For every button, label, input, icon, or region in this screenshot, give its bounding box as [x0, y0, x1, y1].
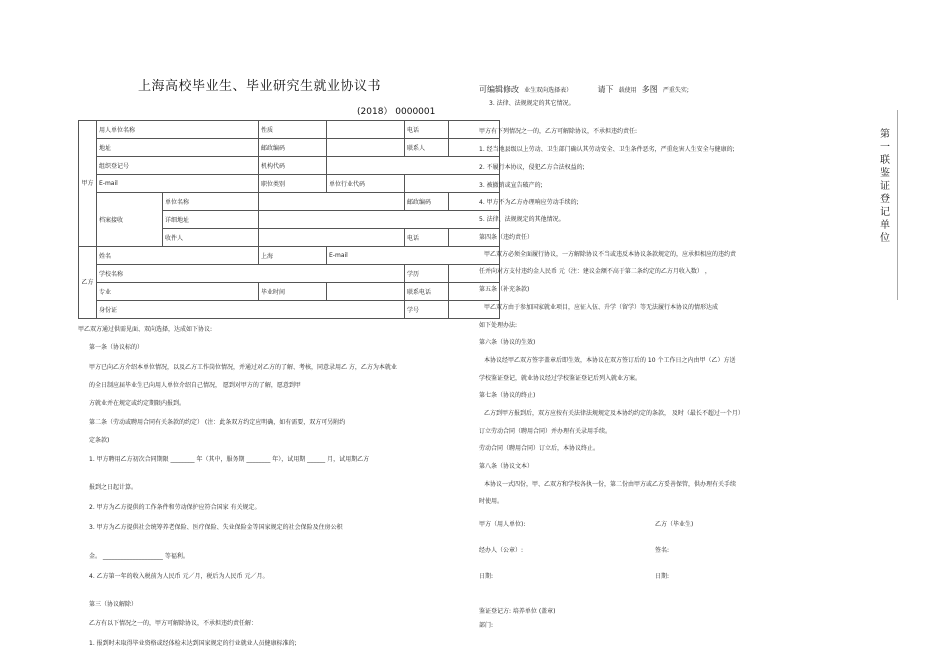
- contact-person-cell: 联系人: [405, 139, 449, 157]
- header-main-3: 多图: [641, 85, 658, 94]
- right-line-21: 本协议一式四份，甲、乙双方和学校各执一份，第二份由甲方或乙方妥善保管，供办理有关手续: [484, 481, 737, 488]
- industry-code-cell: 单位行业代码: [327, 175, 405, 193]
- job-category-cell: 职位类别: [259, 175, 327, 193]
- use-time-text: 时使用。: [479, 498, 504, 505]
- left-line-7: 1. 甲方聘用乙方初次合同期限 ________ 年（其中，服务期 ________ 年），试用期 ______ 月，试用期乙方: [89, 456, 370, 463]
- article-6-heading: 第六条（协议的生效): [479, 339, 536, 346]
- left-line-3: 的全日制应届毕业生已向用人单位介绍自己情况， 愿到对甲方的了解，愿意到甲: [89, 382, 301, 389]
- header-small-3: 严重失实;: [662, 87, 689, 94]
- archive-unit-cell: 单位名称: [163, 193, 259, 211]
- party-a-sign-label: 甲方（用人单位):: [479, 521, 526, 528]
- graduation-time-cell: 毕业时间: [259, 283, 327, 301]
- major-cell: 专业: [97, 283, 259, 301]
- education-cell: 学历: [405, 265, 449, 283]
- right-line-0: 3. 法律、法规规定的其它情况。: [489, 100, 575, 107]
- party-b-label: 乙方: [79, 247, 97, 319]
- right-line-8: 甲乙双方必须全面履行协议，一方解除协议不当或违反本协议条款规定的，应承担相应的违约责: [484, 251, 737, 258]
- agreement-title: 上海高校毕业生、毕业研究生就业协议书: [138, 79, 382, 94]
- left-line-6: 定条款): [89, 437, 110, 444]
- left-line-10: 3. 甲方为乙方提供社会统筹养老保险、医疗保险、失业保险金等国家规定的社会保险及住房公积: [89, 524, 343, 531]
- address-cell: 地址: [97, 139, 259, 157]
- right-line-12: 如下处理办法:: [479, 322, 518, 329]
- right-line-2: 1. 经当地县级以上劳动、卫生部门确认其劳动安全、卫生条件恶劣，严重危害人生安全与健康的;: [479, 146, 735, 153]
- right-line-18: 订立劳动合同（聘用合同）并办理有关录用手续。: [479, 428, 612, 435]
- right-line-1: 甲方有下列情况之一的，乙方可解除协议，不承担违约责任:: [479, 128, 638, 135]
- left-line-9: 2. 甲方为乙方提供的工作条件和劳动保护应符合国家 有关规定。: [89, 504, 261, 511]
- article-2-heading: 第二条（劳动或聘用合同有关条款的约定） (注：此条双方约定应明确，如有需要，双方可另附约: [89, 419, 346, 426]
- left-line-15: 1. 报到时未取得毕业资格或经体检未达到国家规定的行业就业人员健康标准的;: [89, 640, 297, 647]
- article-7-heading: 第七条（协议的终止): [479, 392, 536, 399]
- right-line-14: 本协议经甲乙双方签字盖章后即生效，本协议在双方签订后的 10 个工作日之内由甲（乙）方送: [484, 357, 736, 364]
- party-a-label: 甲方: [79, 121, 97, 247]
- date-a-label: 日期:: [479, 573, 494, 580]
- student-number-cell: 学号: [405, 301, 449, 319]
- school-name-cell: 学校名称: [97, 265, 405, 283]
- article-4-heading: 第四条（违约责任）: [479, 234, 534, 241]
- employer-name-cell: 用人单位名称: [97, 121, 259, 139]
- right-line-17: 乙方到甲方报到后，双方应按有关法律法规规定及本协约约定的条款， 及时（最长不超过一个月）: [484, 410, 744, 417]
- right-line-4: 3. 被撤销或宣告破产的;: [479, 182, 543, 189]
- agreement-code: (2018） 0000001: [357, 107, 436, 117]
- agent-label: 经办人（公章）:: [479, 547, 524, 554]
- left-line-0: 甲乙双方通过供需见面、双向选择，达成如下协议:: [78, 326, 213, 333]
- dept-label: 部门:: [479, 622, 494, 629]
- header-main: 可编辑修改: [479, 85, 519, 94]
- left-line-8: 报到之日起计算。: [89, 484, 138, 491]
- right-line-9: 任并向对方支付违约金人民币 元（注：建议金额不高于第二条约定的乙方月收入数） ，: [479, 268, 711, 275]
- archive-postcode-cell: 邮政编码: [405, 193, 449, 211]
- right-line-19: 劳动合同（聘用合同）订立后，本协议终止。: [479, 445, 600, 452]
- article-5-heading: 第五条（补充条款): [479, 286, 530, 293]
- right-header: [479, 77, 689, 96]
- archive-phone-cell: 电话: [405, 229, 449, 247]
- id-card-cell: 身份证: [97, 301, 405, 319]
- signature-label: 签名:: [655, 547, 670, 554]
- archive-receive-cell: 档案接收: [97, 193, 163, 247]
- right-line-11: 甲乙双方由于参加国家就业项目，应征入伍、升学（留学）等无法履行本协议的情形达成: [484, 304, 719, 311]
- header-small-2: 载使用: [618, 87, 637, 94]
- right-line-3: 2. 不履行本协议，侵犯乙方合法权益的;: [479, 164, 585, 171]
- employer-email-cell: E-mail: [97, 175, 259, 193]
- header-small: 业生双向选择表）: [524, 87, 573, 94]
- verifier-label: 鉴证登记方: 培养单位 (盖章): [479, 608, 556, 615]
- right-line-5: 4. 甲方不为乙方办理响应劳动手续的;: [479, 199, 579, 206]
- phone-cell: 电话: [405, 121, 449, 139]
- org-code-cell: 机构代码: [259, 157, 327, 175]
- header-main-2: 请下: [597, 85, 614, 94]
- left-line-4: 方就业并在规定或约定期限内报到。: [89, 400, 186, 407]
- left-line-11: 金。 ____________________ 等福利。: [89, 553, 189, 560]
- shanghai-cell: 上海: [259, 247, 327, 265]
- student-name-cell: 姓名: [97, 247, 259, 265]
- right-line-6: 5. 法律、法规规定的其他情况。: [479, 216, 565, 223]
- registration-table: [78, 120, 500, 319]
- party-b-sign-label: 乙方（毕业生): [655, 521, 694, 528]
- article-8-heading: 第八条（协议文本）: [479, 463, 534, 470]
- postcode-cell: 邮政编码: [259, 139, 327, 157]
- contact-phone-cell: 联系电话: [405, 283, 449, 301]
- org-register-cell: 组织登记号: [97, 157, 259, 175]
- left-line-2: 甲方已向乙方介绍本单位情况，以及乙方工作岗位情况，并通过对乙方的了解、考核，同意录用乙 方，乙方为本就业: [89, 364, 397, 371]
- left-line-12: 4. 乙方第一年的收入税前为人民币 元／月，税后为人民币 元／月。: [89, 573, 269, 580]
- side-divider: [897, 110, 898, 300]
- archive-recipient-cell: 收件人: [163, 229, 259, 247]
- article-3-heading: 第三（协议解除）: [89, 601, 138, 608]
- date-b-label: 日期:: [655, 573, 670, 580]
- student-email-cell: E-mail: [327, 247, 500, 265]
- left-line-14: 乙方有以下情况之一的，甲方可解除协议，不承担违约责任解：: [89, 620, 258, 627]
- article-1-heading: 第一条（协议标的）: [89, 344, 144, 351]
- right-line-15: 学校鉴证登记，就业协议经过学校鉴证登记后列入就业方案。: [479, 375, 642, 382]
- copy-vertical-label: 第一联鉴证登记单位: [880, 129, 890, 244]
- archive-address-cell: 详细地址: [163, 211, 259, 229]
- nature-cell: 性质: [259, 121, 327, 139]
